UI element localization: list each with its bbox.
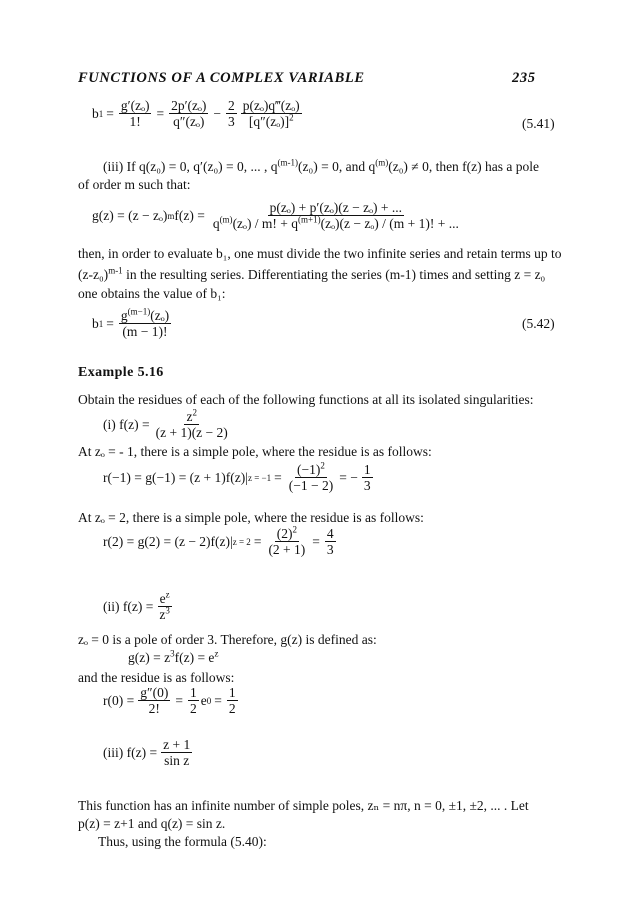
equals-sign: = [214,692,222,708]
minus-sign: − [213,105,222,121]
num-text: (2) [276,526,293,541]
residue-at-zero: r(0) = $\frac{g''(0)}{2!}$ = $\frac{1}{2}$ e 0 = $\frac{1}{2}$ [103,685,236,716]
denominator: 1! [129,114,141,129]
numerator: g″(0) [140,685,169,700]
paragraph-then-line2 [78,266,545,283]
numerator [184,409,199,425]
numerator: 2 [228,98,235,113]
superscript: (m−1) [127,306,151,317]
residue-at-two: r(2) = g(2) = (z − 2)f(z)| z = 2 = $\frac{(2)^2}{(2 + 1)}$ = $\frac{4}{3}$ [103,524,334,557]
fraction [119,98,152,129]
superscript: 2 [320,460,325,471]
denominator [157,607,172,622]
equation-5-41: b 1 = $\frac{\text{g′(zₒ)}}{1!}$ = $\frac{\text{2p′(zₒ)}}{\text{q″(zₒ)}}$ − $\frac{2}{3}$ $\frac{\text{p(zₒ)q‴(zₒ)}}{[q''(z_o)]^2}$ [92,98,300,129]
example-intro: Obtain the residues of each of the following functions at all its isolated singularities: [78,392,534,407]
fraction [169,98,208,129]
eq-lhs: b [92,105,99,121]
fraction [211,200,461,231]
denominator: sin z [164,753,190,768]
fraction [154,409,230,440]
superscript: z [165,589,170,600]
running-header-title: FUNCTIONS OF A COMPLEX VARIABLE [78,70,365,86]
denominator: 3 [228,114,235,129]
fraction [287,462,335,493]
numerator: 1 [228,685,236,700]
den-text: (zₒ)(z − zₒ) / (m + 1)! + ... [320,216,459,231]
text-run: g(z) = z [128,650,171,665]
residue-intro-text: and the residue is as follows: [78,670,235,685]
denominator: 3 [326,542,334,557]
denominator-text: [q″(zₒ)] [248,114,290,129]
denominator: 2 [189,701,197,716]
numerator [275,526,299,542]
paragraph-iii [103,158,539,175]
superscript: (m) [219,214,233,225]
eq-lhs: r(0) = [103,692,135,708]
superscript: (m) [375,157,389,168]
equals-sign: = [312,533,320,549]
den-text: z [159,607,166,622]
eq-lhs: b [92,315,99,331]
superscript: (m+1) [298,214,321,225]
equation-g-of-z: g(z) = (z − zₒ) m f(z) = $\frac{\text{p(zₒ) + p′(zₒ)(z − zₒ) + ...}}{q^{(m)}(z_o) / m! + q^{(m+1)}(z_o)(z - z_o) / (m + 1)! + ...}$ [92,200,459,231]
superscript: 3 [165,605,170,616]
text-run: e [200,692,207,708]
equals-sign: = [156,105,165,121]
superscript: (m-1) [277,157,299,168]
paragraph-iii-line2: of order m such that: [78,177,191,192]
num-text: (zₒ) [150,308,170,323]
example-title: Example 5.16 [78,365,164,380]
denominator [211,216,461,231]
equals-sign: = [274,469,282,485]
function-label: (iii) f(z) = [103,744,158,760]
fraction [227,685,238,716]
function-iii [103,737,194,768]
denominator: 2! [148,701,160,716]
eq-lhs: r(−1) = g(−1) = (z + 1)f(z)| [103,469,248,485]
denominator: q″(zₒ) [173,114,205,129]
superscript: z [214,648,219,659]
den-text: q [212,216,220,231]
fraction [138,685,170,716]
numerator [119,308,171,324]
num-text: (−1) [297,462,321,477]
num-text: z [186,409,193,424]
numerator [295,462,327,478]
equals-sign: = [175,692,183,708]
formula-reference-text: Thus, using the formula (5.40): [98,834,267,849]
num-text: e [159,591,166,606]
g-definition [128,650,218,666]
equals-minus: = − [339,469,358,485]
fraction [325,526,336,557]
denominator: (−1 − 2) [288,478,334,493]
numerator: 1 [363,462,371,477]
at-z-minus-one-text: At zₒ = - 1, there is a simple pole, where the residue is as follows: [78,444,432,459]
numerator: z + 1 [163,737,191,752]
fraction [362,462,373,493]
fraction [226,98,237,129]
denominator [247,114,296,129]
numerator: g′(zₒ) [120,98,150,113]
text-run: (iii) If q(z₀) = 0, q′(z₀) = 0, ... , q [103,159,278,174]
eq-lhs: f(z) = [174,207,205,223]
denominator: (m − 1)! [122,324,168,339]
denominator: 3 [363,478,371,493]
function-ii [103,591,174,622]
superscript: 3 [170,648,175,659]
superscript: 2 [292,524,297,535]
fraction [161,737,192,768]
equals-sign: = [106,315,114,331]
superscript: m-1 [108,265,123,276]
num-text: g [120,308,128,323]
eq-lhs: g(z) = (z − zₒ) [92,207,168,223]
infinite-poles-text: This function has an infinite number of simple poles, zₙ = nπ, n = 0, ±1, ±2, ... . Let [78,798,529,813]
residue-at-minus-one: r(−1) = g(−1) = (z + 1)f(z)| z = −1 = $\frac{(-1)^2}{(-1 - 2)}$ = − $\frac{1}{3}$ [103,460,371,493]
pq-definition-text: p(z) = z+1 and q(z) = sin z. [78,816,226,831]
at-z-two-text: At zₒ = 2, there is a simple pole, where the residue is as follows: [78,510,424,525]
fraction [188,685,199,716]
text-run: f(z) = e [174,650,215,665]
fraction [266,526,307,557]
text-run: in the resulting series. Differentiating the series (m-1) times and setting z = z₀ [122,267,546,282]
numerator: 1 [189,685,197,700]
text-run: (z-z₀) [78,267,109,282]
fraction [157,591,172,622]
text-run: (z₀) = 0, and q [298,159,376,174]
denominator: 2 [228,701,236,716]
superscript: 2 [192,407,197,418]
equals-sign: = [253,533,262,549]
function-label: (ii) f(z) = [103,598,154,614]
function-i [103,409,232,440]
page-number: 235 [512,70,536,86]
fraction [119,308,171,339]
paragraph-then-line3: one obtains the value of b₁: [78,286,226,301]
numerator: 2p′(zₒ) [171,98,207,113]
denominator: (2 + 1) [268,542,306,557]
paragraph-then-line1: then, in order to evaluate b₁, one must divide the two infinite series and retain terms up to [78,246,562,261]
equation-label-5-41: (5.41) [522,116,555,131]
pole-order-three-text: zₒ = 0 is a pole of order 3. Therefore, g(z) is defined as: [78,632,377,647]
numerator: p(zₒ)q‴(zₒ) [242,98,300,113]
fraction [241,98,302,129]
equation-label-5-42: (5.42) [522,316,555,331]
function-label: (i) f(z) = [103,416,150,432]
text-run: (z₀) ≠ 0, then f(z) has a pole [388,159,540,174]
eq-lhs: r(2) = g(2) = (z − 2)f(z)| [103,533,233,549]
denominator: (z + 1)(z − 2) [155,425,228,440]
superscript: 2 [289,112,294,123]
equals-sign: = [106,105,114,121]
numerator: p(zₒ) + p′(zₒ)(z − zₒ) + ... [269,200,402,215]
den-text: (zₒ) / m! + q [232,216,299,231]
numerator: 4 [326,526,334,541]
equation-5-42: b 1 = $\frac{g^{(m-1)}(z_o)}{(m - 1)!}$ [92,306,170,339]
